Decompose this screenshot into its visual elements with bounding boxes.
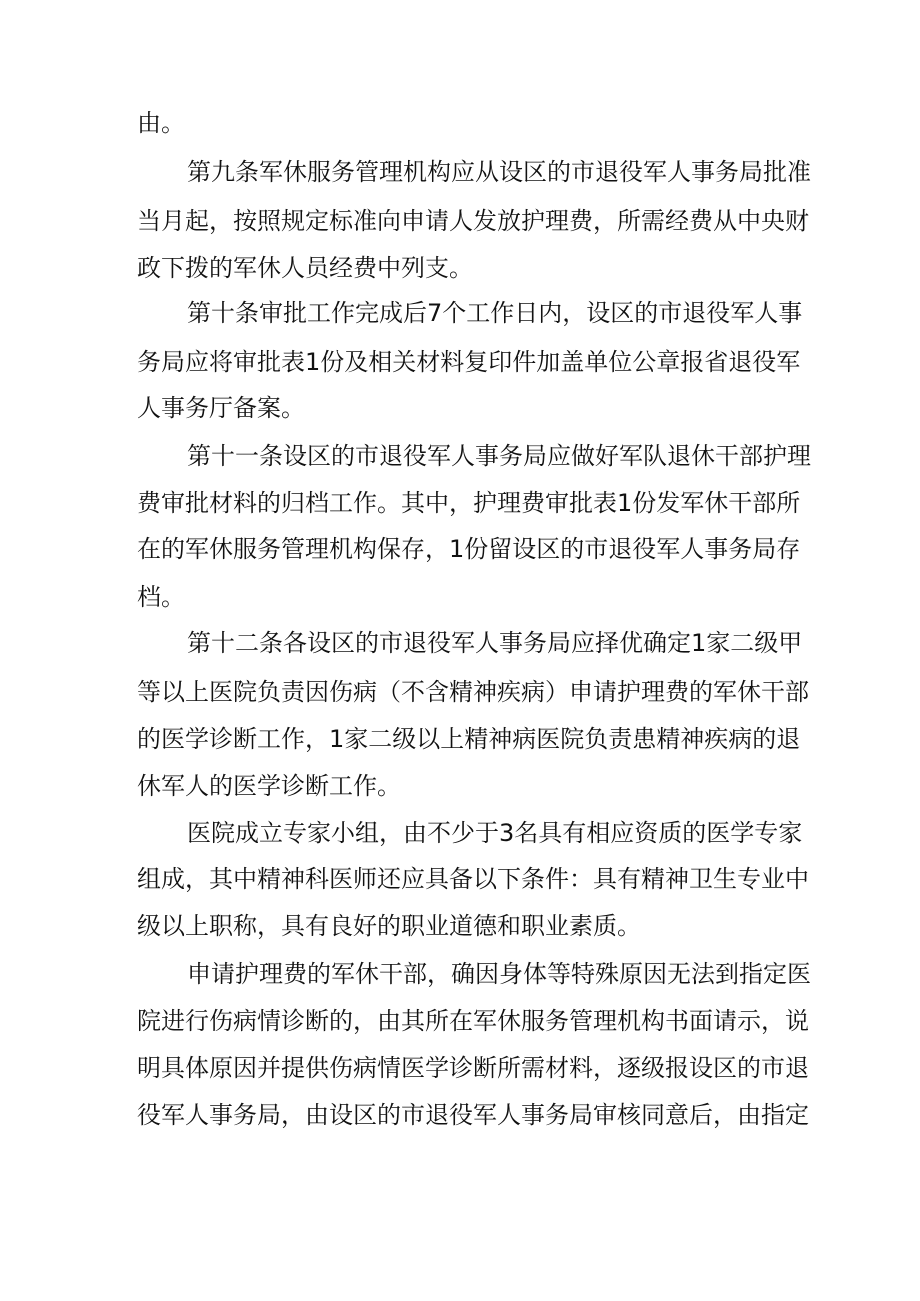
text-line: 第九条军休服务管理机构应从设区的市退役军人事务局批准: [187, 158, 811, 186]
text-line: 级以上职称，具有良好的职业道德和职业素质。: [137, 912, 641, 940]
text-line: 政下拨的军休人员经费中列支。: [137, 254, 473, 282]
text-line: 明具体原因并提供伤病情医学诊断所需材料，逐级报设区的市退: [137, 1054, 809, 1082]
text-line: 档。: [137, 583, 185, 611]
text-line: 等以上医院负责因伤病（不含精神疾病）申请护理费的军休干部: [137, 678, 809, 706]
text-line: 的医学诊断工作，1家二级以上精神病医院负责患精神疾病的退: [137, 725, 801, 753]
text-line: 在的军休服务管理机构保存，1份留设区的市退役军人事务局存: [137, 535, 801, 563]
text-line: 休军人的医学诊断工作。: [137, 772, 401, 800]
text-line: 组成，其中精神科医师还应具备以下条件：具有精神卫生专业中: [137, 865, 809, 893]
text-line: 第十条审批工作完成后7个工作日内，设区的市退役军人事: [187, 299, 803, 327]
text-line: 由。: [137, 109, 185, 137]
text-line: 第十二条各设区的市退役军人事务局应择优确定1家二级甲: [187, 629, 803, 657]
text-line: 申请护理费的军休干部，确因身体等特殊原因无法到指定医: [187, 960, 811, 988]
text-line: 当月起，按照规定标准向申请人发放护理费，所需经费从中央财: [137, 207, 809, 235]
text-line: 费审批材料的归档工作。其中，护理费审批表1份发军休干部所: [137, 489, 801, 517]
text-line: 院进行伤病情诊断的，由其所在军休服务管理机构书面请示，说: [137, 1007, 809, 1035]
text-line: 人事务厅备案。: [137, 394, 305, 422]
text-line: 医院成立专家小组，由不少于3名具有相应资质的医学专家: [187, 819, 803, 847]
text-line: 役军人事务局，由设区的市退役军人事务局审核同意后，由指定: [137, 1101, 809, 1129]
text-line: 务局应将审批表1份及相关材料复印件加盖单位公章报省退役军: [137, 348, 801, 376]
text-line: 第十一条设区的市退役军人事务局应做好军队退休干部护理: [187, 442, 811, 470]
